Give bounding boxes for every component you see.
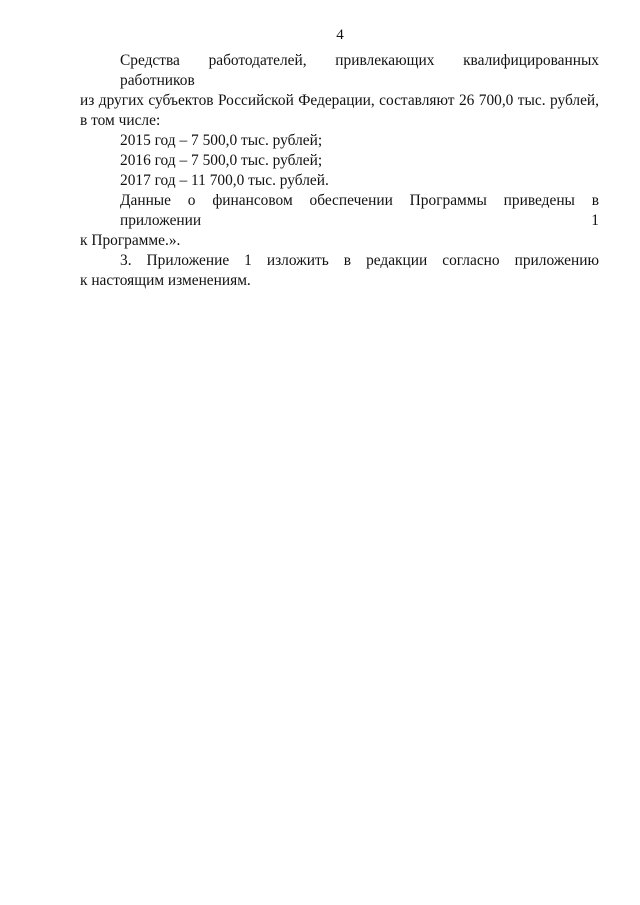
paragraph-line: к Программе.». (80, 232, 181, 249)
paragraph-employer-funds (80, 51, 599, 131)
page-number: 4 (336, 27, 344, 43)
document-body (80, 51, 599, 291)
paragraph-line: Средства работодателей, привлекающих квалифицированных работников (120, 52, 599, 89)
year-funding-item: 2015 год – 7 500,0 тыс. рублей; (120, 132, 323, 149)
year-funding-item: 2016 год – 7 500,0 тыс. рублей; (120, 152, 323, 169)
paragraph-appendix-amendment (80, 251, 599, 291)
paragraph-line: к настоящим изменениям. (80, 272, 251, 289)
paragraph-line: 3. Приложение 1 изложить в редакции согласно приложению (120, 252, 599, 269)
paragraph-line: в том числе: (80, 112, 161, 129)
paragraph-line: Данные о финансовом обеспечении Программы приведены в приложении 1 (120, 192, 599, 229)
paragraph-line: из других субъектов Российской Федерации, составляют 26 700,0 тыс. рублей, (80, 92, 599, 109)
year-funding-list (80, 131, 599, 191)
year-funding-item: 2017 год – 11 700,0 тыс. рублей. (120, 172, 329, 189)
paragraph-financial-data (80, 191, 599, 251)
